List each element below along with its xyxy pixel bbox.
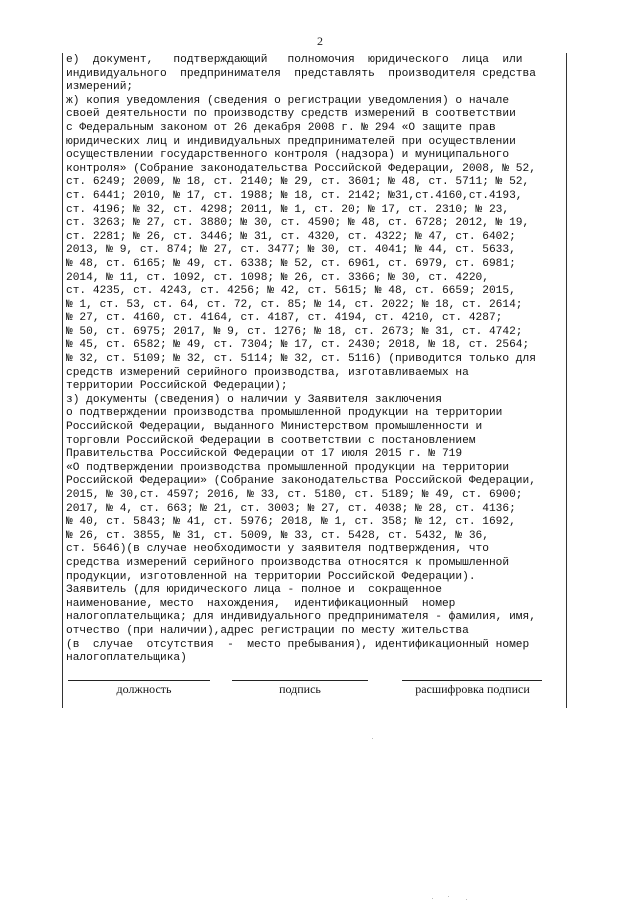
- text-line: контроля» (Собрание законодательства Российской Федерации, 2008, № 52,: [66, 162, 536, 175]
- position-signature-line: [68, 680, 210, 681]
- position-label: должность: [116, 682, 172, 696]
- text-line: налогоплательщика): [66, 652, 187, 665]
- text-line: Заявитель (для юридического лица - полное и сокращенное: [66, 584, 442, 597]
- text-line: территории Российской Федерации);: [66, 380, 288, 393]
- text-line: ст. 5646)(в случае необходимости у заявителя подтверждения, что: [66, 543, 489, 556]
- text-line: е) документ, подтверждающий полномочия юридического лица или: [66, 54, 523, 66]
- document-body: [66, 54, 565, 666]
- text-line: о подтверждении производства промышленной продукции на территории: [66, 407, 503, 420]
- text-line: ст. 4235, ст. 4243, ст. 4256; № 42, ст. 5615; № 48, ст. 6659; 2015,: [66, 285, 516, 298]
- text-line: ст. 6441; 2010, № 17, ст. 1988; № 18, ст. 2142; №31,ст.4160,ст.4193,: [66, 189, 523, 202]
- text-line: Правительства Российской Федерации от 17 июля 2015 г. № 719: [66, 448, 463, 461]
- text-line: № 27, ст. 4160, ст. 4164, ст. 4187, ст. 4194, ст. 4210, ст. 4287;: [66, 312, 503, 325]
- text-line: осуществлении государственного контроля (надзора) и муниципального: [66, 149, 510, 162]
- text-line: продукции, изготовленной на территории Российской Федерации).: [66, 570, 476, 583]
- text-line: 2013, № 9, ст. 874; № 27, ст. 3477; № 30, ст. 4041; № 44, ст. 5633,: [66, 244, 516, 257]
- text-line: № 50, ст. 6975; 2017, № 9, ст. 1276; № 18, ст. 2673; № 31, ст. 4742;: [66, 325, 523, 338]
- text-line: № 45, ст. 6582; № 49, ст. 7304; № 17, ст. 2430; 2018, № 18, ст. 2564;: [66, 339, 530, 352]
- text-line: ст. 6249; 2009, № 18, ст. 2140; № 29, ст. 3601; № 48, ст. 5711; № 52,: [66, 176, 530, 189]
- text-line: средства измерений серийного производства относятся к промышленной: [66, 556, 510, 569]
- text-line: измерений;: [66, 81, 134, 94]
- text-line: № 32, ст. 5109; № 32, ст. 5114; № 32, ст. 5116) (приводится только для: [66, 353, 536, 366]
- text-line: торговли Российской Федерации в соответствии с постановлением: [66, 434, 476, 447]
- text-line: № 48, ст. 6165; № 49, ст. 6338; № 52, ст. 6961, ст. 6979, ст. 6981;: [66, 257, 516, 270]
- text-line: № 26, ст. 3855, № 31, ст. 5009, № 33, ст. 5428, ст. 5432, № 36,: [66, 529, 489, 542]
- text-line: с Федеральным законом от 26 декабря 2008 г. № 294 «О защите прав: [66, 121, 496, 134]
- text-line: наименование, место нахождения, идентификационный номер: [66, 597, 456, 610]
- text-line: Российской Федерации» (Собрание законодательства Российской Федерации,: [66, 475, 536, 488]
- signature-label: подпись: [279, 682, 321, 696]
- text-line: юридических лиц и индивидуальных предпринимателей при осуществлении: [66, 135, 516, 148]
- text-line: налогоплательщика; для индивидуального предпринимателя - фамилия, имя,: [66, 611, 536, 624]
- text-line: ст. 2281; № 26, ст. 3446; № 31, ст. 4320, ст. 4322; № 47, ст. 6402;: [66, 230, 516, 243]
- text-line: 2015, № 30,ст. 4597; 2016, № 33, ст. 5180, ст. 5189; № 49, ст. 6900;: [66, 489, 523, 501]
- page-number: 2: [317, 34, 323, 48]
- text-line: 2017, № 4, ст. 663; № 21, ст. 3003; № 27, ст. 4038; № 28, ст. 4136;: [66, 502, 516, 515]
- text-line: № 1, ст. 53, ст. 64, ст. 72, ст. 85; № 14, ст. 2022; № 18, ст. 2614;: [66, 298, 523, 311]
- text-line: 2014, № 11, ст. 1092, ст. 1098; № 26, ст. 3366; № 30, ст. 4220,: [66, 271, 489, 284]
- text-line: «О подтверждении производства промышленной продукции на территории: [66, 461, 510, 474]
- name-signature-line: [402, 680, 542, 681]
- text-line: индивидуального предпринимателя представлять производителя средства: [66, 67, 536, 80]
- text-line: з) документы (сведения) о наличии у Заявителя заключения: [66, 393, 442, 406]
- text-line: средств измерений серийного производства, изготавливаемых на: [66, 366, 469, 379]
- text-line: (в случае отсутствия - место пребывания), идентификационный номер: [66, 638, 530, 651]
- signature-line: [232, 680, 368, 681]
- text-line: отчество (при наличии),адрес регистрации по месту жительства: [66, 624, 469, 637]
- text-line: своей деятельности по производству средств измерений в соответствии: [66, 108, 516, 121]
- text-line: ст. 4196; № 32, ст. 4298; 2011, № 1, ст. 20; № 17, ст. 2310; № 23,: [66, 203, 510, 216]
- text-line: ж) копия уведомления (сведения о регистрации уведомления) о начале: [66, 94, 510, 107]
- text-line: ст. 3263; № 27, ст. 3880; № 30, ст. 4590; № 48, ст. 6728; 2012, № 19,: [66, 217, 530, 230]
- text-line: Российской Федерации, выданного Министерством промышленности и: [66, 421, 483, 434]
- name-decryption-label: расшифровка подписи: [415, 682, 530, 696]
- text-line: № 40, ст. 5843; № 41, ст. 5976; 2018, № 1, ст. 358; № 12, ст. 1692,: [66, 516, 516, 529]
